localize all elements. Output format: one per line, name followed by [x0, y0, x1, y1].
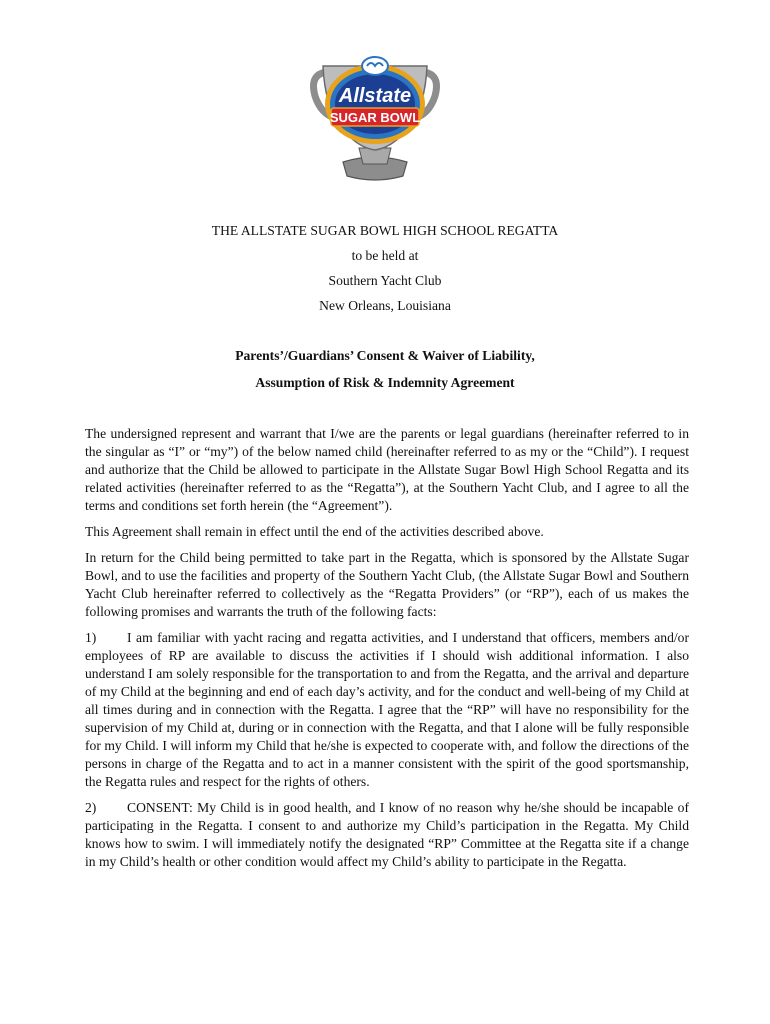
item-1-familiarity [85, 629, 689, 791]
agreement-title-line2: Assumption of Risk & Indemnity Agreement [255, 375, 515, 390]
paragraph-representation: The undersigned represent and warrant that I/we are the parents or legal guardians (hereinafter referred to in the singular as “I” or “my”) of the below named child (hereinafter referred to as my or the “Child”). I request and authorize that the Child be allowed to participate in the Allstate Sugar Bowl High School Regatta and its related activities (hereinafter referred to as the “Regatta”), at the Southern Yacht Club, and I agree to all the terms and conditions set forth herein (the “Agreement”). [85, 426, 689, 513]
regatta-title: THE ALLSTATE SUGAR BOWL HIGH SCHOOL REGATTA [211, 223, 559, 238]
item-2-consent [85, 799, 689, 871]
agreement-body [85, 425, 689, 879]
location-line: New Orleans, Louisiana [319, 298, 451, 313]
paragraph-duration: This Agreement shall remain in effect until the end of the activities described above. [85, 524, 544, 539]
logo-allstate-text: Allstate [338, 85, 412, 107]
allstate-sugar-bowl-logo [305, 44, 445, 192]
venue-line: Southern Yacht Club [328, 273, 442, 288]
paragraph-regatta-providers: In return for the Child being permitted to take part in the Regatta, which is sponsored by the Allstate Sugar Bowl, and to use the facilities and property of the Southern Yacht Club, (the Allstate Sugar Bowl and Southern Yacht Club hereinafter referred to collectively as the “Regatta Providers” (or “RP”), each of us makes the following promises and warrants the truth of the following facts: [85, 550, 689, 619]
item-1-number: 1) [85, 630, 97, 645]
item-2-number: 2) [85, 800, 97, 815]
item-2-text: CONSENT: My Child is in good health, and I know of no reason why he/she should be incapable of participating in the Regatta. I consent to and authorize my Child’s participation in the Regatta. My Child knows how to swim. I will immediately notify the designated “RP” Committee at the Regatta site if a change in my Child’s health or other condition would affect my Child’s ability to participate in the Regatta. [85, 800, 689, 869]
logo-sugarbowl-text: SUGAR BOWL [329, 110, 421, 125]
held-at-line: to be held at [351, 248, 419, 263]
item-1-text: I am familiar with yacht racing and regatta activities, and I understand that officers, members and/or employees of RP are available to discuss the activities if I should wish additional information. I also understand I am solely responsible for the transportation to and from the Regatta, and the arrival and departure of my Child at the beginning and end of each day’s activity, and for the conduct and well-being of my Child at all times during and in connection with the Regatta. I agree that the “RP” will have no responsibility for the supervision of my Child at, during or in connection with the Regatta, and that I alone will be fully responsible for my Child. I will inform my Child that he/she is expected to cooperate with, and follow the directions of the persons in charge of the Regatta and to act in a manner consistent with the spirit of the good sportsmanship, the Regatta rules and respect for the rights of others. [85, 630, 689, 789]
agreement-title-line1: Parents’/Guardians’ Consent & Waiver of Liability, [235, 348, 535, 363]
